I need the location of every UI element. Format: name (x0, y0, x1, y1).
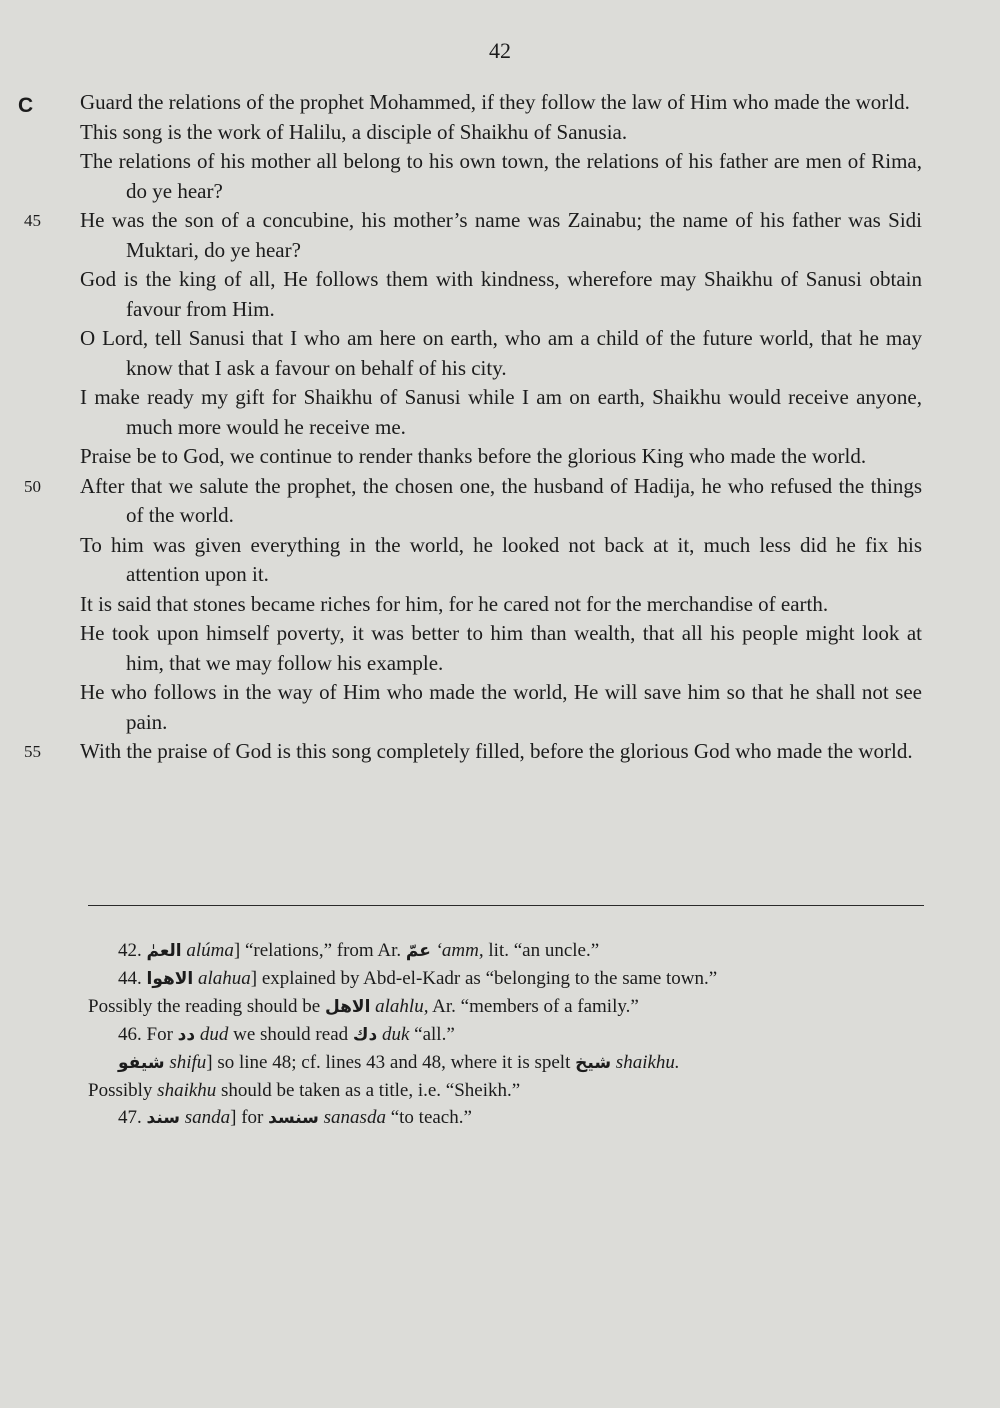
footnote-42 (88, 937, 924, 965)
verse-line (80, 118, 922, 148)
verse-line (80, 324, 922, 383)
verse-line (80, 442, 922, 472)
note-text: ] so line 48; cf. lines 43 and 48, where it is spelt (206, 1052, 571, 1073)
note-text: should be taken as a title, i.e. “Sheikh.” (221, 1080, 521, 1101)
verse-line (80, 590, 922, 620)
note-number: 47. (118, 1107, 142, 1128)
verse-line (80, 147, 922, 206)
arabic-word: الاهوا (146, 969, 194, 989)
note-text: For (146, 1024, 173, 1045)
transliteration: shifu (169, 1052, 207, 1073)
verse-line (80, 531, 922, 590)
verse-text: This song is the work of Halilu, a disciple of Shaikhu of Sanusia. (80, 119, 628, 144)
line-number: 45 (24, 211, 41, 230)
verse-line (80, 619, 922, 678)
transliteration: alahlu, (375, 996, 429, 1017)
note-text: Ar. “members of a family.” (432, 996, 639, 1017)
arabic-word: سنسد (268, 1108, 319, 1128)
arabic-word: عمّ (405, 941, 431, 961)
footnote-46b-continued (88, 1077, 924, 1104)
note-number: 42. (118, 940, 142, 961)
note-number: 46. (118, 1024, 142, 1045)
verse-text: He who follows in the way of Him who made the world, He will save him so that he shall not see pain. (80, 680, 922, 734)
transliteration: ‘amm, (435, 940, 484, 961)
line-number: 55 (24, 742, 41, 761)
verse-text: It is said that stones became riches for him, for he cared not for the merchandise of earth. (80, 591, 829, 616)
verse-text: I make ready my gift for Shaikhu of Sanusi while I am on earth, Shaikhu would receive anyone, much more would he receive me. (80, 385, 922, 439)
arabic-word: العمٰ (146, 941, 182, 961)
footnote-44-continued (88, 993, 924, 1021)
arabic-word: شيفو (118, 1053, 165, 1073)
arabic-word: الاهل (324, 997, 371, 1017)
arabic-word: دك (352, 1025, 378, 1045)
line-number: 50 (24, 476, 41, 496)
verse-text: He was the son of a concubine, his mother’s name was Zainabu; the name of his father was Sidi Muktari, do ye hear? (80, 208, 922, 262)
footnotes (88, 937, 924, 1132)
note-text: Possibly (88, 1080, 153, 1101)
arabic-word: سند (146, 1108, 180, 1128)
transliteration: shaikhu (157, 1080, 217, 1101)
transliteration: dud (199, 1024, 229, 1045)
verse-text: With the praise of God is this song completely filled, before the glorious God who made the world. (80, 739, 913, 763)
arabic-word: دد (177, 1025, 196, 1045)
verse-line (24, 472, 922, 531)
note-text: ] for (230, 1107, 264, 1128)
footnote-46b (88, 1049, 924, 1077)
verse-line (80, 265, 922, 324)
verse-line (24, 737, 922, 767)
footnote-divider (88, 905, 924, 906)
verse-text: The relations of his mother all belong to his own town, the relations of his father are men of Rima, do ye hear? (80, 149, 922, 203)
verse-text: Praise be to God, we continue to render thanks before the glorious King who made the world. (80, 444, 867, 468)
verse-text: After that we salute the prophet, the chosen one, the husband of Hadija, he who refused the things of the world. (80, 473, 922, 527)
verse-text: God is the king of all, He follows them with kindness, wherefore may Shaikhu of Sanusi obtain favour from Him. (80, 267, 922, 321)
section-mark: C (18, 94, 34, 117)
verse-text: O Lord, tell Sanusi that I who am here on earth, who am a child of the future world, that he may know that I ask a favour on behalf of his city. (80, 326, 922, 380)
transliteration: duk (381, 1024, 410, 1045)
verse-text: Guard the relations of the prophet Mohammed, if they follow the law of Him who made the world. (80, 90, 910, 114)
verse-list (24, 88, 922, 767)
note-text: ] explained by Abd-el-Kadr as “belonging to the same town.” (250, 968, 718, 989)
page-number: 42 (489, 38, 511, 63)
verse-text: To him was given everything in the world, he looked not back at it, much less did he fix his attention upon it. (80, 532, 922, 586)
verse-line (80, 88, 922, 118)
note-text: Possibly the reading should be (88, 996, 321, 1017)
footnote-46 (88, 1021, 924, 1049)
transliteration: alúma (186, 940, 234, 961)
note-number: 44. (118, 968, 142, 989)
verse-line (80, 383, 922, 442)
transliteration: alahua (198, 968, 251, 989)
footnote-44 (88, 965, 924, 993)
transliteration: sanasda (323, 1107, 386, 1128)
verse-line (24, 206, 922, 265)
note-text: “to teach.” (390, 1107, 472, 1128)
footnote-47 (88, 1104, 924, 1132)
note-text: we should read (233, 1024, 349, 1045)
note-text: ] “relations,” from Ar. (233, 940, 402, 961)
note-text: lit. “an uncle.” (488, 940, 600, 961)
verse-line (80, 678, 922, 737)
transliteration: sanda (184, 1107, 231, 1128)
note-text: “all.” (414, 1024, 455, 1045)
transliteration: shaikhu. (615, 1052, 680, 1073)
arabic-word: شيخ (575, 1053, 612, 1073)
verse-text: He took upon himself poverty, it was better to him than wealth, that all his people might look at him, that we may follow his example. (80, 621, 922, 675)
